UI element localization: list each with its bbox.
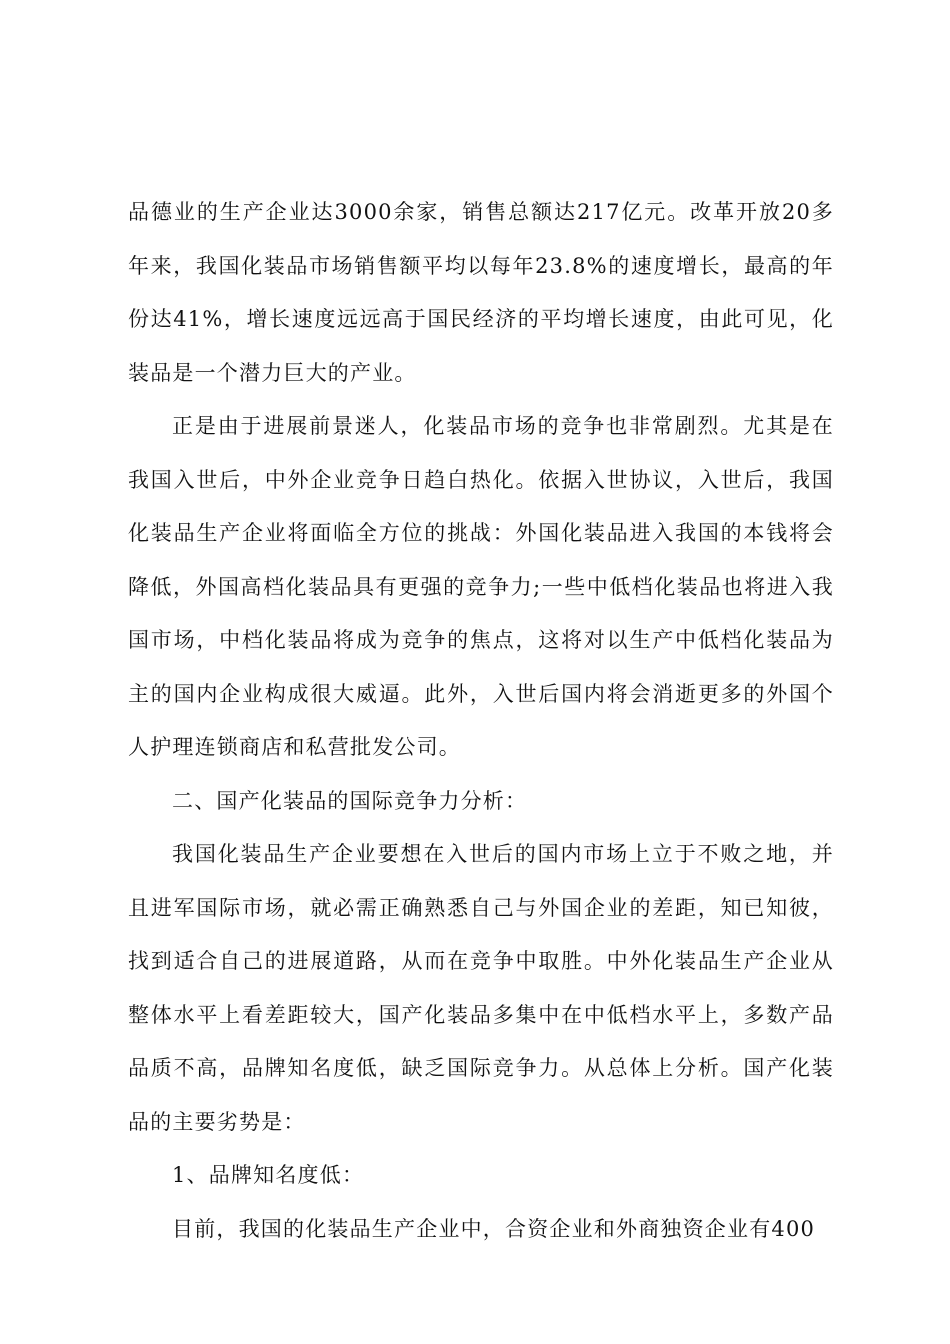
section-heading-competitiveness: 二、国产化装品的国际竞争力分析： [172,788,528,813]
paragraph-sales-overview: 品德业的生产企业达3000余家，销售总额达217亿元。改革开放20多年来，我国化装品市场销售额平均以每年23.8%的速度增长，最高的年份达41%，增长速度远远高于国民经济的平均增长速度，由此可见，化装品是一个潜力巨大的产业。 [128,200,834,385]
paragraph-competitiveness-analysis: 我国化装品生产企业要想在入世后的国内市场上立于不败之地，并且进军国际市场，就必需正确熟悉自己与外国企业的差距，知已知彼，找到适合自己的进展道路，从而在竞争中取胜。中外化装品生产企业从整体水平上看差距较大，国产化装品多集中在中低档水平上，多数产品品质不高，品牌知名度低，缺乏国际竞争力。从总体上分析。国产化装品的主要劣势是： [128,842,834,1134]
document-body [128,186,834,1256]
paragraph-market-competition: 正是由于进展前景迷人，化装品市场的竞争也非常剧烈。尤其是在我国入世后，中外企业竞争日趋白热化。依据入世协议，入世后，我国化装品生产企业将面临全方位的挑战：外国化装品进入我国的本钱将会降低，外国高档化装品具有更强的竞争力;一些中低档化装品也将进入我国市场，中档化装品将成为竞争的焦点，这将对以生产中低档化装品为主的国内企业构成很大威逼。此外，入世后国内将会消逝更多的外国个人护理连锁商店和私营批发公司。 [128,414,834,759]
subheading-brand-awareness: 1、品牌知名度低： [172,1163,365,1187]
paragraph-joint-ventures: 目前，我国的化装品生产企业中，合资企业和外商独资企业有400 [172,1216,816,1241]
